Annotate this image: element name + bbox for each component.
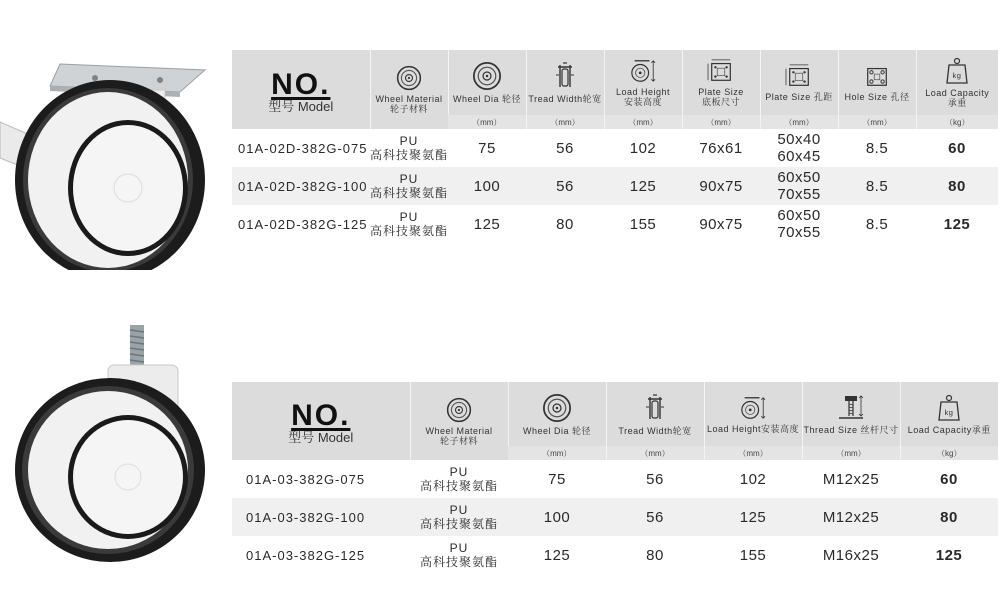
header-plate-size: Plate Size 底板尺寸 (682, 50, 760, 115)
plate-size-cell: 76x61 (699, 139, 743, 157)
header-load-height: Load Height安装高度 (704, 382, 802, 446)
plate-caster-image (0, 30, 220, 270)
header-plate-hole-distance: Plate Size 孔距 (760, 50, 838, 115)
wheel-dia-cell: 125 (473, 215, 501, 233)
table-row (232, 167, 998, 205)
plate-size-cell: 90x75 (682, 167, 760, 205)
header-thread-size: Thread Size 丝杆尺寸 (802, 382, 900, 446)
load-capacity-cell: 80 (916, 167, 998, 205)
load-height-icon (628, 58, 658, 84)
wheel-dia-cell: 75 (478, 139, 496, 157)
load-height-cell: 155 (629, 215, 657, 233)
load-capacity-cell: 80 (900, 498, 998, 536)
hole-size-icon (861, 63, 893, 89)
hole-size-cell: 8.5 (838, 167, 916, 205)
tread-width-cell: 56 (526, 167, 604, 205)
model-cell: 01A-03-382G-075 (246, 471, 366, 487)
load-capacity-cell: 60 (948, 139, 966, 157)
wheel-dia-cell: 125 (543, 546, 571, 564)
material-cell: PU 高科技聚氨酯 (419, 465, 498, 493)
thread-size-cell: M12x25 (802, 498, 900, 536)
header-model (232, 382, 410, 460)
load-capacity-cell: 125 (943, 215, 971, 233)
header-wheel-dia: Wheel Dia 轮径 (508, 382, 606, 446)
load-height-cell: 125 (704, 498, 802, 536)
header-tread-width: Tread Width轮宽 (606, 382, 704, 446)
header-load-height: Load Height 安装高度 (604, 50, 682, 115)
table-row (232, 460, 998, 498)
weight-kg-icon (937, 394, 961, 422)
tread-width-cell: 80 (646, 546, 664, 564)
unit-label: （mm） (760, 115, 838, 129)
header-wheel-material: Wheel Material 轮子材料 (370, 50, 448, 129)
unit-label: （mm） (838, 115, 916, 129)
unit-label: （mm） (802, 446, 900, 460)
spec-table-plate-caster (232, 50, 998, 243)
thread-bolt-icon (835, 394, 867, 422)
load-height-cell: 155 (739, 546, 767, 564)
header-load-capacity: Load Capacity 承重 (916, 50, 998, 115)
table-row (232, 498, 998, 536)
unit-label: （mm） (704, 446, 802, 460)
material-cell: PU 高科技聚氨酯 (419, 541, 498, 569)
plate-size-icon (705, 58, 737, 84)
model-subtitle: 型号 Model (268, 98, 334, 114)
table-row (232, 536, 998, 574)
unit-label: （mm） (606, 446, 704, 460)
header-tread-width: Tread Width轮宽 (526, 50, 604, 115)
no-title: NO. (291, 399, 351, 432)
unit-label: （mm） (448, 115, 526, 129)
unit-label: （mm） (508, 446, 606, 460)
tread-width-cell: 56 (556, 139, 574, 157)
model-cell: 01A-02D-382G-100 (232, 167, 370, 205)
unit-label: （mm） (682, 115, 760, 129)
plate-hole-distance-icon (783, 63, 815, 89)
tread-width-cell: 56 (606, 498, 704, 536)
material-cell: PU 高科技聚氨酯 (410, 498, 508, 536)
tread-width-icon (643, 393, 667, 423)
header-load-capacity: Load Capacity承重 (900, 382, 998, 446)
wheel-material-icon (396, 65, 422, 91)
plate-size-cell: 90x75 (699, 215, 743, 233)
tread-width-cell: 80 (556, 215, 574, 233)
table-row (232, 129, 998, 167)
model-cell: 01A-02D-382G-075 (238, 140, 368, 156)
hole-distance-cell: 60x50 70x55 (777, 207, 821, 241)
load-height-cell: 125 (604, 167, 682, 205)
unit-label: （mm） (604, 115, 682, 129)
wheel-dia-cell: 100 (448, 167, 526, 205)
load-height-cell: 102 (629, 139, 657, 157)
model-cell: 01A-03-382G-125 (246, 547, 366, 563)
weight-kg-icon (945, 57, 969, 85)
header-hole-size: Hole Size 孔径 (838, 50, 916, 115)
header-model (232, 50, 370, 129)
load-capacity-cell: 60 (940, 470, 958, 488)
unit-label: （mm） (526, 115, 604, 129)
wheel-dia-cell: 100 (508, 498, 606, 536)
unit-label: （kg） (900, 446, 998, 460)
unit-label: （kg） (916, 115, 998, 129)
no-title: NO. (271, 67, 331, 101)
hole-distance-cell: 50x40 60x45 (777, 131, 821, 165)
thread-size-cell: M16x25 (822, 546, 880, 564)
thread-size-cell: M12x25 (822, 470, 880, 488)
header-wheel-material: Wheel Material 轮子材料 (410, 382, 508, 460)
model-cell: 01A-03-382G-100 (232, 498, 410, 536)
wheel-dia-icon (542, 393, 572, 423)
table-row (232, 205, 998, 243)
threaded-caster-image (0, 320, 220, 570)
hole-distance-cell: 60x50 70x55 (760, 167, 838, 205)
load-height-icon (738, 395, 768, 421)
wheel-dia-icon (472, 61, 502, 91)
model-subtitle: 型号 Model (288, 430, 354, 445)
spec-table-threaded-caster (232, 382, 998, 574)
model-cell: 01A-02D-382G-125 (238, 216, 368, 232)
material-cell: PU 高科技聚氨酯 (370, 134, 449, 162)
hole-size-cell: 8.5 (865, 215, 889, 233)
wheel-dia-cell: 75 (548, 470, 566, 488)
material-cell: PU 高科技聚氨酯 (370, 210, 449, 238)
load-capacity-cell: 125 (935, 546, 963, 564)
tread-width-cell: 56 (646, 470, 664, 488)
material-cell: PU 高科技聚氨酯 (370, 167, 448, 205)
wheel-material-icon (446, 397, 472, 423)
tread-width-icon (553, 61, 577, 91)
header-wheel-dia: Wheel Dia 轮径 (448, 50, 526, 115)
hole-size-cell: 8.5 (865, 139, 889, 157)
load-height-cell: 102 (739, 470, 767, 488)
